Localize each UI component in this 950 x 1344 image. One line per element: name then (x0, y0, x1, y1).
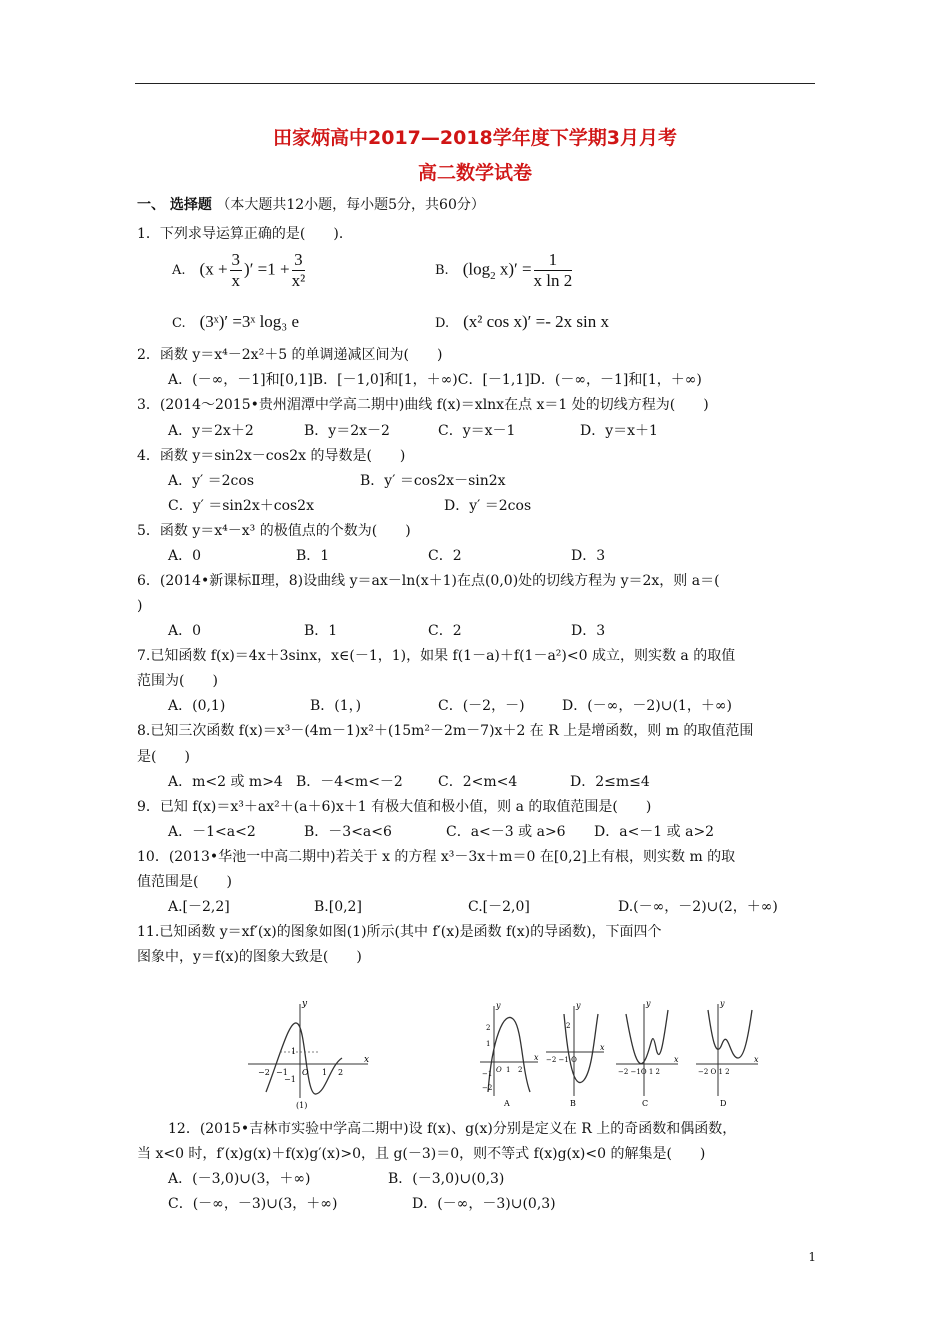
q3-option-d: D．y＝x＋1 (580, 423, 658, 439)
q6-option-d: D．3 (571, 623, 606, 639)
q6-option-a: A．0 (168, 623, 202, 639)
q1-c-text: (3ˣ)′ =3ˣ log₃ e (199, 312, 300, 331)
q4-option-c: C．y′ ＝sin2x＋cos2x (168, 498, 314, 514)
q1-option-b (435, 250, 574, 291)
q2-stem: 2．函数 y＝x⁴－2x²＋5 的单调递减区间为( ) (137, 347, 443, 363)
figd-y-label: y (720, 999, 725, 1008)
q6-stem: 6．(2014•新课标Ⅱ理，8)设曲线 y＝ax－ln(x＋1)在点(0,0)处的切线方程为 y＝2x，则 a＝( (137, 573, 720, 589)
q1-option-d (435, 312, 609, 332)
q10-option-b: B.[0,2] (314, 899, 362, 915)
q10-option-d: D.(－∞，－2)∪(2，＋∞) (618, 899, 778, 915)
q1-c-label: C. (172, 316, 186, 331)
figd-caption: D (720, 1099, 727, 1108)
q8-option-c: C．2<m<4 (438, 774, 518, 790)
q8-stem-cont: 是( ) (137, 749, 190, 765)
section-title: 一、 选择题 (137, 197, 212, 213)
figure-b-graph (544, 1000, 606, 1110)
q1-a-den2: x² (291, 271, 306, 290)
figc-xticks: −2 −1O 1 2 (618, 1068, 660, 1076)
q1-a-frac2 (292, 250, 306, 291)
figa-x-label: x (534, 1053, 539, 1062)
q6-option-c: C．2 (428, 623, 462, 639)
q9-option-b: B．－3<a<6 (304, 824, 392, 840)
q10-option-c: C.[－2,0] (468, 899, 530, 915)
q7-option-b: B．(1，) (310, 698, 362, 714)
figa-xtick-2: 2 (518, 1066, 523, 1074)
fig1-y-label: y (302, 999, 308, 1009)
q7-stem: 7.已知函数 f(x)＝4x＋3sinx，x∈(－1，1)，如果 f(1－a)＋f(1－a²)<0 成立，则实数 a 的取值 (137, 648, 736, 664)
q4-stem: 4．函数 y＝sin2x－cos2x 的导数是( ) (137, 448, 406, 464)
q11-stem-cont: 图象中，y＝f(x)的图象大致是( ) (137, 949, 362, 965)
q9-stem: 9．已知 f(x)＝x³＋ax²＋(a＋6)x＋1 有极大值和极小值，则 a 的取值范围是( ) (137, 799, 652, 815)
figb-y-label: y (576, 1001, 581, 1010)
q3-option-c: C．y＝x－1 (438, 423, 516, 439)
q1-stem: 1．下列求导运算正确的是( )． (137, 226, 353, 242)
figa-origin: O (496, 1066, 502, 1074)
figb-xticks: −2 −1 O (546, 1056, 577, 1064)
q5-option-b: B．1 (296, 548, 330, 564)
q10-option-a: A.[－2,2] (168, 899, 230, 915)
q12-stem: 12．(2015•吉林市实验中学高二期中)设 f(x)、g(x)分别是定义在 R 上的奇函数和偶函数， (168, 1121, 737, 1137)
q1-a-den: x (231, 271, 241, 290)
q3-stem: 3．(2014～2015•贵州湄潭中学高二期中)曲线 f(x)＝xlnx在点 x＝1 处的切线方程为( ) (137, 397, 709, 413)
q12-option-c: C．(－∞，－3)∪(3，＋∞) (168, 1196, 338, 1212)
q1-b-num: 1 (534, 250, 573, 271)
figa-caption: A (504, 1099, 510, 1108)
figure-c-graph (614, 998, 680, 1110)
q1-b-mid: x)′ = (495, 259, 532, 279)
q8-option-a: A．m<2 或 m>4 (168, 774, 283, 790)
q1-option-a (172, 250, 307, 291)
q1-d-text: (x² cos x)′ =- 2x sin x (463, 312, 609, 331)
q6-option-b: B．1 (304, 623, 338, 639)
exam-subtitle: 高二数学试卷 (417, 162, 532, 184)
figa-xtick-1: 1 (506, 1066, 511, 1074)
q10-stem-cont: 值范围是( ) (137, 874, 232, 890)
q9-option-a: A．－1<a<2 (168, 824, 256, 840)
q5-option-a: A．0 (168, 548, 202, 564)
figa-ytick-2: 2 (486, 1024, 491, 1032)
fig1-tick-m2: −2 (258, 1068, 270, 1077)
q1-a-label: A. (172, 263, 186, 279)
exam-title: 田家炳高中2017—2018学年度下学期3月月考 (273, 127, 677, 149)
q5-option-c: C．2 (428, 548, 462, 564)
section-heading (137, 196, 485, 214)
figa-ytick-m1: −1 (482, 1070, 493, 1078)
figa-y-label: y (496, 1001, 501, 1010)
fig1-tick-m1: −1 (276, 1068, 288, 1077)
q1-d-label: D. (435, 316, 450, 331)
q5-stem: 5．函数 y＝x⁴－x³ 的极值点的个数为( ) (137, 523, 411, 539)
figb-ytick-2: 2 (566, 1022, 571, 1030)
fig1-x-label: x (364, 1055, 370, 1065)
q1-a-num2: 3 (292, 250, 306, 271)
q8-stem: 8.已知三次函数 f(x)＝x³－(4m－1)x²＋(15m²－2m－7)x＋2 在 R 上是增函数，则 m 的取值范围 (137, 723, 754, 739)
figd-x-label: x (754, 1055, 759, 1064)
q4-option-a: A．y′ ＝2cos (168, 473, 255, 489)
q7-option-d: D．(－∞，－2)∪(1，＋∞) (562, 698, 732, 714)
figd-xticks: −2 O 1 2 (698, 1068, 730, 1076)
figb-caption: B (570, 1099, 576, 1108)
fig1-origin: O (302, 1068, 309, 1077)
q1-option-c (172, 312, 299, 332)
fig1-ytick-m1: −1 (284, 1075, 296, 1084)
q12-option-d: D．(－∞，－3)∪(0,3) (412, 1196, 556, 1212)
q1-b-label: B. (435, 263, 449, 279)
q8-option-b: B．－4<m<－2 (296, 774, 403, 790)
q3-option-a: A．y＝2x＋2 (168, 423, 254, 439)
figa-ytick-m2: −2 (482, 1084, 493, 1092)
q12-option-b: B．(－3,0)∪(0,3) (388, 1171, 505, 1187)
q9-option-c: C．a<－3 或 a>6 (446, 824, 566, 840)
fig1-tick-1: 1 (322, 1068, 328, 1077)
q6-stem-cont: ) (137, 598, 143, 614)
figure-1-graph (244, 996, 374, 1112)
q4-option-b: B．y′ ＝cos2x－sin2x (360, 473, 506, 489)
figd-curve (708, 1010, 752, 1058)
q12-stem-cont: 当 x<0 时，f′(x)g(x)＋f(x)g′(x)>0，且 g(－3)＝0，则不等式 f(x)g(x)<0 的解集是( ) (137, 1146, 706, 1162)
figb-x-label: x (600, 1043, 605, 1052)
q1-a-num: 3 (231, 250, 241, 269)
q1-b-pre: (log (462, 259, 491, 279)
figc-curve (626, 1010, 668, 1064)
q1-b-den: x ln 2 (533, 271, 573, 290)
section-note: （本大题共12小题，每小题5分，共60分） (216, 197, 485, 213)
q4-option-d: D．y′ ＝2cos (444, 498, 532, 514)
figa-ytick-1: 1 (486, 1040, 491, 1048)
q7-option-a: A．(0,1) (168, 698, 226, 714)
q10-stem: 10．(2013•华池一中高二期中)若关于 x 的方程 x³－3x＋m＝0 在[0,2]上有根，则实数 m 的取 (137, 849, 736, 865)
q1-b-sub: 2 (490, 269, 496, 282)
q8-option-d: D．2≤m≤4 (570, 774, 650, 790)
q1-a-pre: (x + (199, 259, 228, 279)
figc-caption: C (642, 1099, 649, 1108)
q11-stem: 11.已知函数 y＝xf′(x)的图象如图(1)所示(其中 f′(x)是函数 f(x)的导函数)，下面四个 (137, 924, 662, 940)
fig1-ytick-1: 1 (291, 1047, 297, 1056)
figc-x-label: x (674, 1055, 679, 1064)
page-number: 1 (808, 1250, 816, 1264)
q1-a-frac (230, 250, 243, 291)
q3-option-b: B．y＝2x－2 (304, 423, 390, 439)
q1-b-frac (534, 250, 573, 291)
q1-a-mid: )′ =1 + (244, 259, 290, 279)
q7-stem-cont: 范围为( ) (137, 673, 218, 689)
figure-d-graph (694, 998, 760, 1110)
q7-option-c: C．(－2，－) (438, 698, 525, 714)
figc-y-label: y (646, 999, 651, 1008)
figure-a-graph (476, 1000, 540, 1110)
q5-option-d: D．3 (571, 548, 606, 564)
fig1-tick-2: 2 (338, 1068, 344, 1077)
fig1-curve (266, 1023, 342, 1094)
q2-options: A．(－∞，－1]和[0,1]B．[－1,0]和[1，＋∞)C．[－1,1]D．(－∞，－1]和[1，＋∞) (168, 372, 702, 388)
q12-option-a: A．(－3,0)∪(3，＋∞) (168, 1171, 311, 1187)
header-rule (135, 83, 815, 84)
q9-option-d: D．a<－1 或 a>2 (594, 824, 715, 840)
fig1-caption: (1) (296, 1101, 308, 1110)
